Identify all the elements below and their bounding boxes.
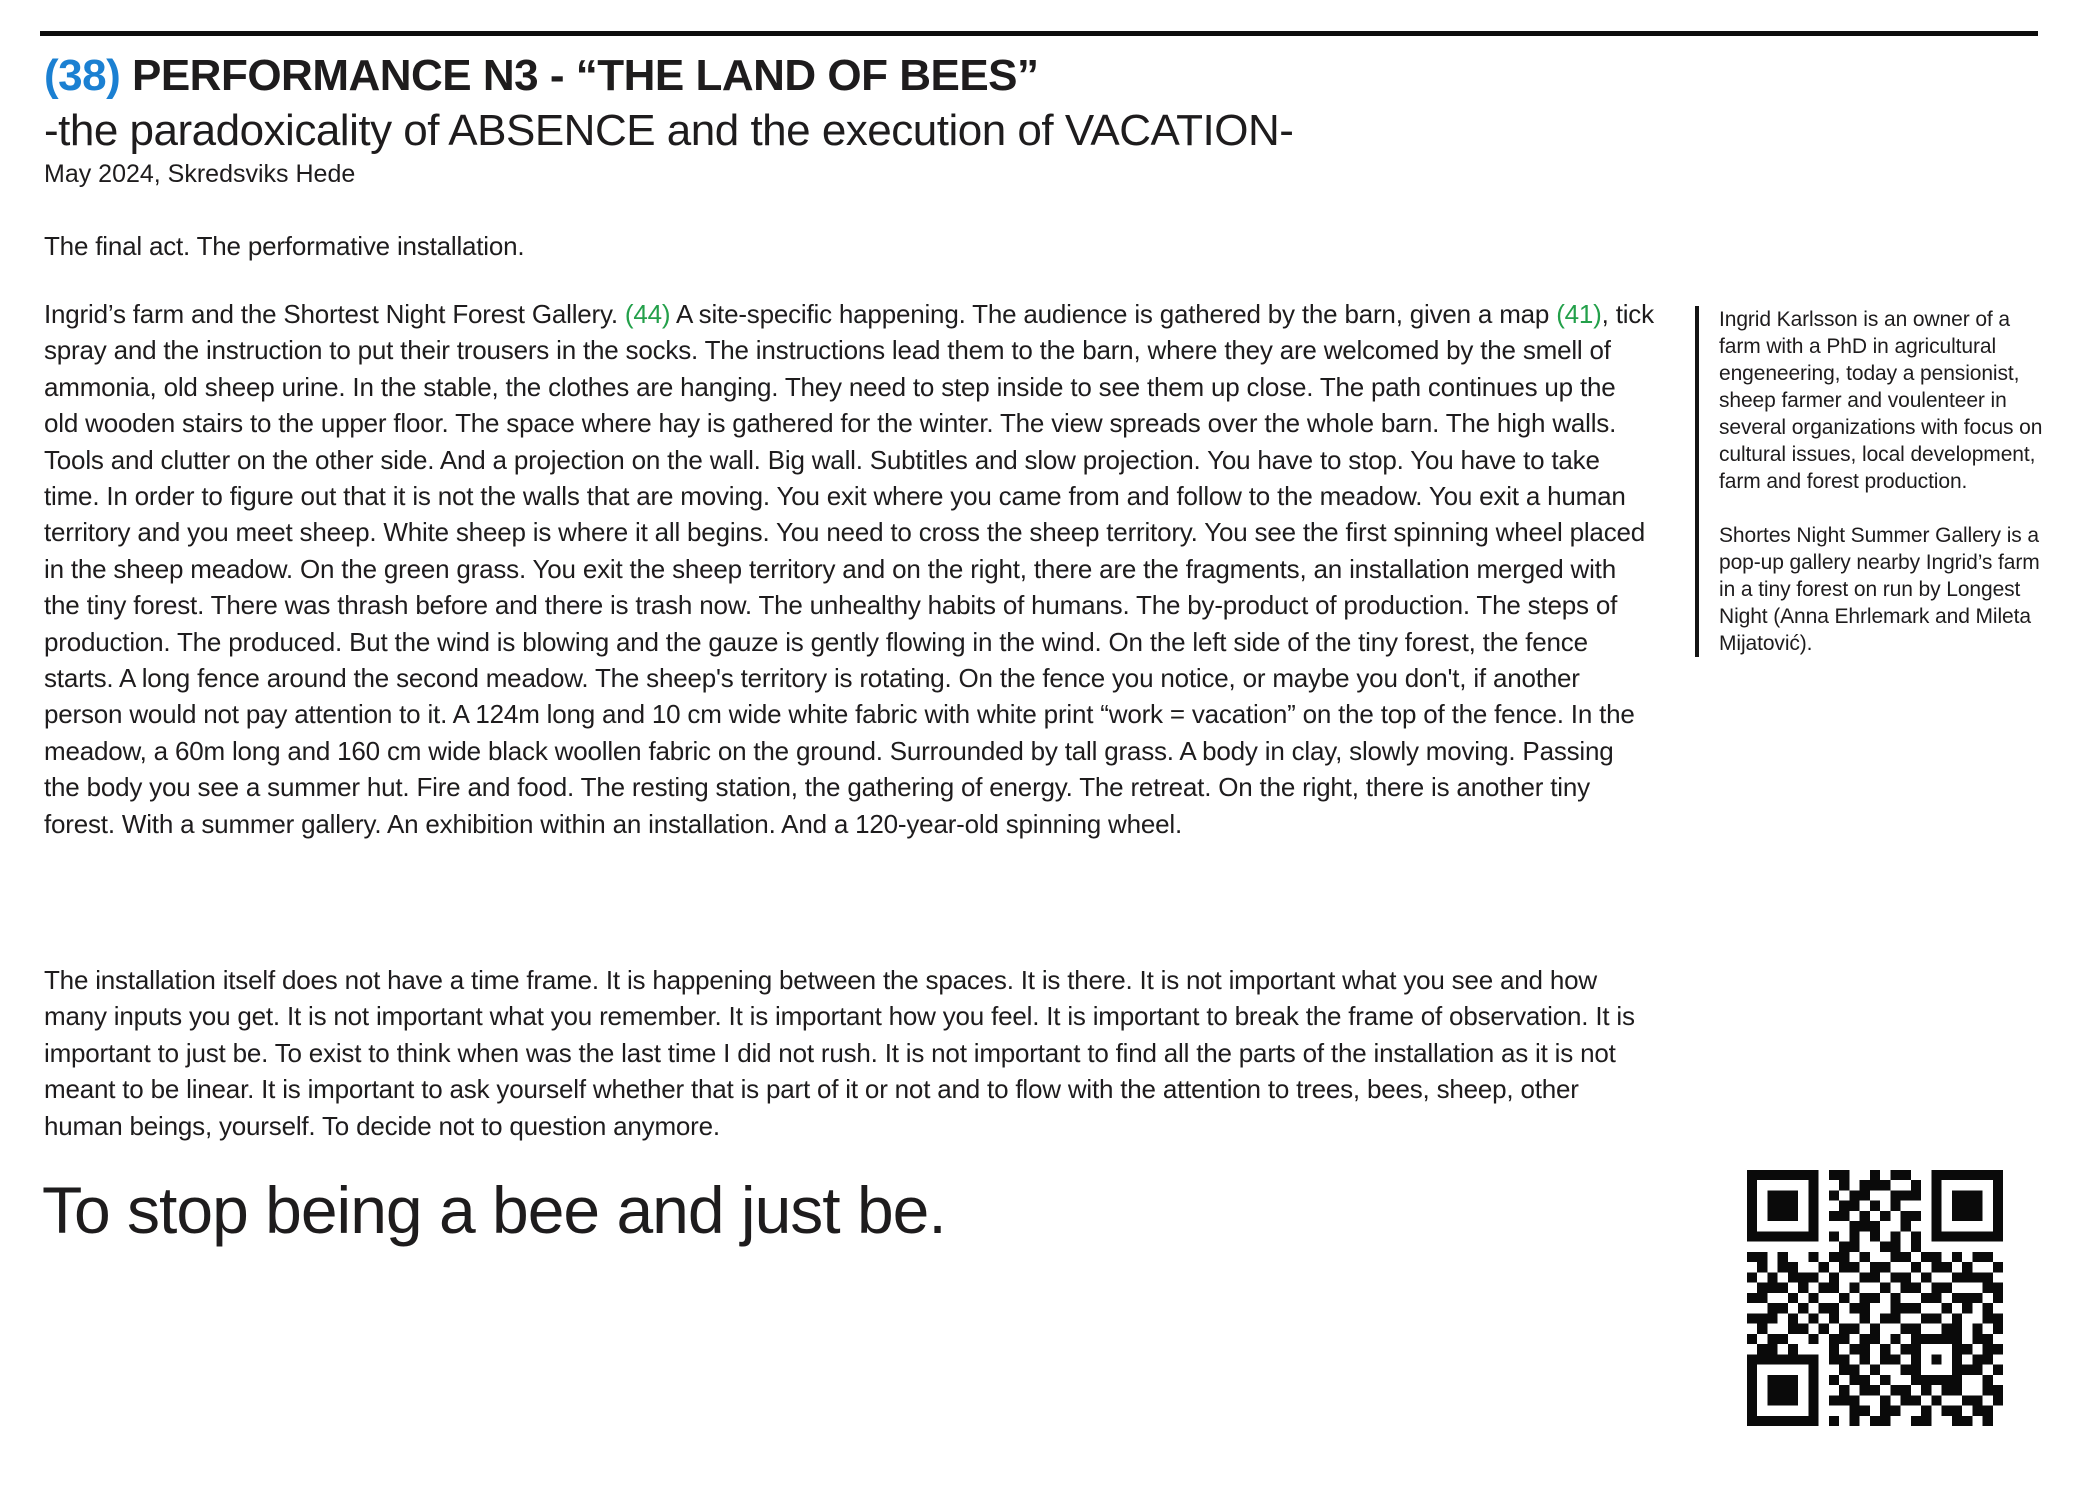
bio-paragraph-ingrid: Ingrid Karlsson is an owner of a farm with a PhD in agricultural engeneering, today a pensionist, sheep farmer and voulenteer in several organizations with focus on cultural issues, local development, farm and forest production. bbox=[1719, 308, 2043, 493]
page-title bbox=[44, 50, 1664, 102]
sidebar bbox=[1695, 306, 2047, 657]
dateline: May 2024, Skredsviks Hede bbox=[44, 160, 356, 188]
qr-code-icon bbox=[1747, 1170, 2003, 1426]
title-text: PERFORMANCE N3 - “THE LAND OF BEES” bbox=[131, 51, 1039, 100]
title-number: (38) bbox=[44, 51, 132, 100]
bio-paragraph-gallery: Shortes Night Summer Gallery is a pop-up gallery nearby Ingrid’s farm in a tiny forest on run by Longest Night (Anna Ehrlemark and Mileta Mijatović). bbox=[1719, 524, 2040, 655]
top-rule bbox=[40, 31, 2038, 36]
tagline: To stop being a bee and just be. bbox=[42, 1173, 946, 1247]
main-paragraph: Ingrid’s farm and the Shortest Night Forest Gallery. (44) A site-specific happening. The audience is gathered by the barn, given a map (41), tick spray and the instruction to put their trousers in the socks. The instructions lead them to the barn, where they are welcomed by the smell of ammonia, old sheep urine. In the stable, the clothes are hanging. They need to step inside to see them up close. The path continues up the old wooden stairs to the upper floor. The space where hay is gathered for the winter. The view spreads over the whole barn. The high walls. Tools and clutter on the other side. And a projection on the wall. Big wall. Subtitles and slow projection. You have to stop. You have to take time. In order to figure out that it is not the walls that are moving. You exit where you came from and follow to the meadow. You exit a human territory and you meet sheep. White sheep is where it all begins. You need to cross the sheep territory. You see the first spinning wheel placed in the sheep meadow. On the green grass. You exit the sheep territory and on the right, there are the fragments, an installation merged with the tiny forest. There was thrash before and there is trash now. The unhealthy habits of humans. The by-product of production. The steps of production. The produced. But the wind is blowing and the gauze is gently flowing in the wind. On the left side of the tiny forest, the fence starts. A long fence around the second meadow. The sheep's territory is rotating. On the fence you notice, or maybe you don't, if another person would not pay attention to it. A 124m long and 10 cm wide white fabric with white print “work = vacation” on the top of the fence. In the meadow, a 60m long and 160 cm wide black woollen fabric on the ground. Surrounded by tall grass. A body in clay, slowly moving. Passing the body you see a summer hut. Fire and food. The resting station, the gathering of energy. The retreat. On the right, there is another tiny forest. With a summer gallery. An exhibition within an installation. And a 120-year-old spinning wheel. bbox=[44, 299, 1654, 839]
lead-paragraph: The final act. The performative installation. bbox=[44, 231, 525, 261]
page-subtitle: -the paradoxicality of ABSENCE and the execution of VACATION- bbox=[44, 106, 1294, 155]
closing-paragraph: The installation itself does not have a time frame. It is happening between the spaces. It is there. It is not important what you see and how many inputs you get. It is not important what you remember. It is important how you feel. It is important to break the frame of observation. It is important to just be. To exist to think when was the last time I did not rush. It is not important to find all the parts of the installation as it is not meant to be linear. It is important to ask yourself whether that is part of it or not and to flow with the attention to trees, bees, sheep, other human beings, yourself. To decide not to question anymore. bbox=[44, 965, 1635, 1141]
